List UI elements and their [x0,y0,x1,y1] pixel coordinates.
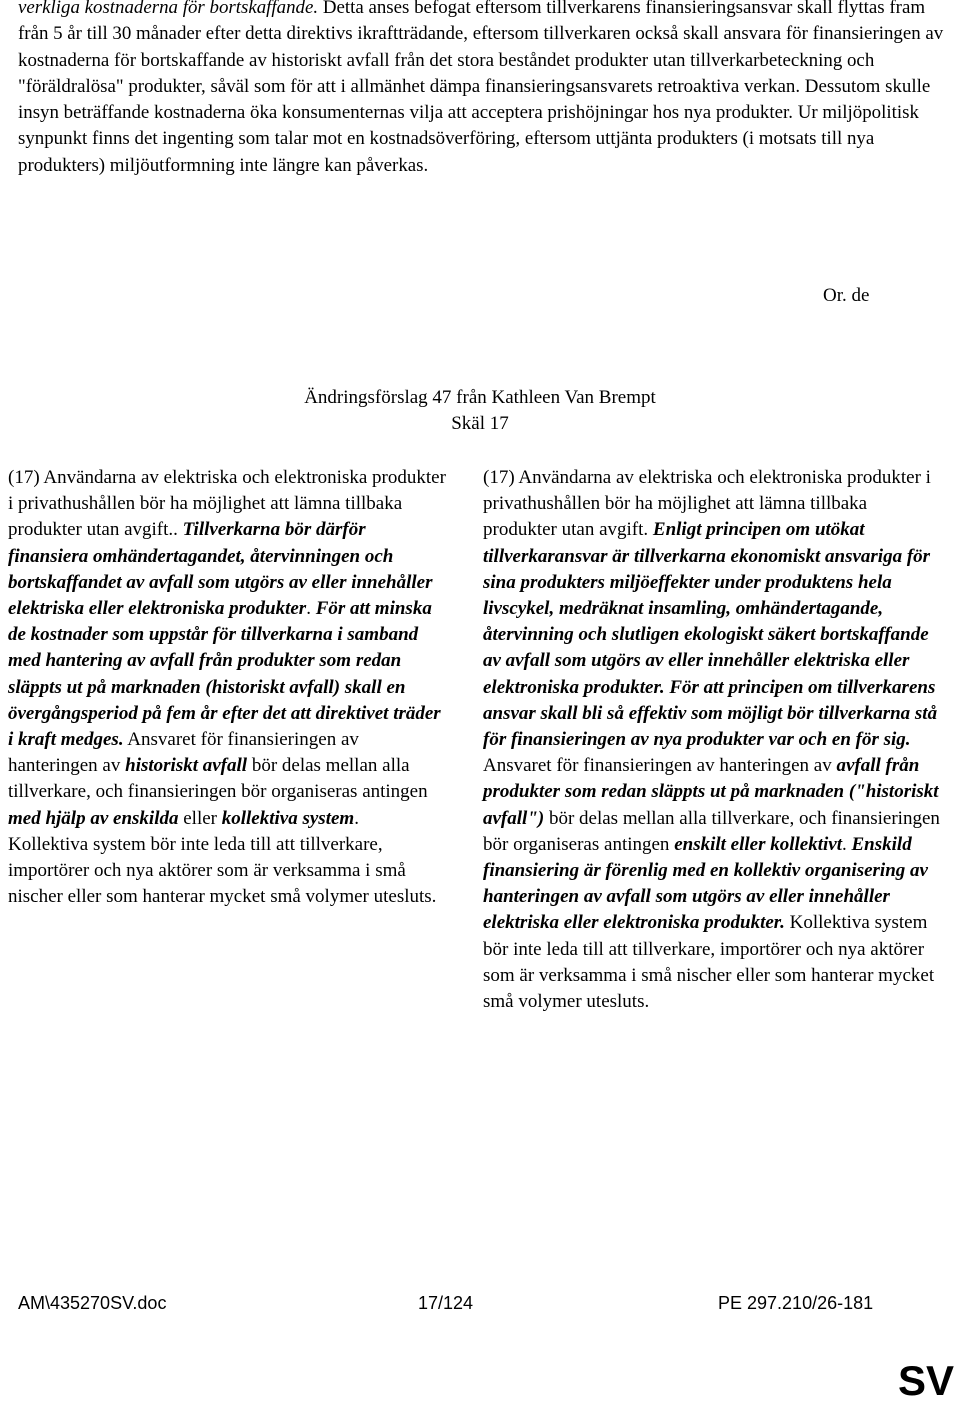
left-text-2: . [306,598,316,620]
amendment-heading [0,385,960,437]
original-text-column [8,465,448,910]
left-text-7: Kollektiva system bör inte leda till att tillverkare, importörer och nya aktörer som är verksamma i små nischer eller som hanterar mycket små volymer utesluts. [8,833,437,908]
left-emphasis-5: kollektiva system [221,807,355,829]
footer-page-number: 17/124 [418,1293,474,1313]
intro-paragraph [18,0,948,179]
intro-fragment: verkliga kostnaderna för bortskaffande. [18,0,323,18]
amended-text-column [483,465,943,1015]
left-text-5: eller [178,807,222,829]
right-emphasis-1: Enligt principen om utökat tillverkaransvar är tillverkarna ekonomiskt ansvariga för sina produkters miljöeffekter under produktens hela livscykel, medräknat insamling, omhändertagande, återvinning och slutligen ekologiskt säkert bortskaffande av avfall som utgörs av eller innehåller elektriska eller elektroniska produkter. [483,519,931,698]
right-emphasis-5: Enskild finansiering är förenlig med en kollektiv organisering av hanteringen av avfall som utgörs av eller innehåller elektriska eller elektroniska produkter. [483,833,928,934]
amendment-title: Ändringsförslag 47 från Kathleen Van Brempt [304,387,656,408]
right-text-1: (17) Användarna av elektriska och elektroniska produkter i privathushållen bör ha möjlighet att lämna tillbaka produkter utan avgift. [483,467,931,541]
right-text-3: Ansvaret för finansieringen av hanteringen av [483,755,837,777]
right-text-5: . [842,833,852,855]
right-text-6: Kollektiva system bör inte leda till att tillverkare, importörer och nya aktörer som är verksamma i små nischer eller som hanterar mycket små volymer utesluts. [483,912,935,1013]
right-text-4: bör delas mellan alla tillverkare, och finansieringen bör organiseras antingen [483,807,940,855]
original-language-note: Or. de [823,285,870,306]
language-code: SV [898,1357,955,1404]
left-text-3: Ansvaret för finansieringen av hanteringen av [8,729,359,777]
intro-body: Detta anses befogat eftersom tillverkarens finansieringsansvar skall flyttas fram från 5 år till 30 månader efter detta direktivs ikraftträdande, eftersom tillverkaren också skall ansvara för finansieringen av kostnaderna för bortskaffande av historiskt avfall från det stora beståndet produkter utan tillverkarbeteckning och "föräldralösa" produkter, såväl som för att i allmänhet dämpa finansieringsansvarets retroaktiva verkan. Dessutom skulle insyn beträffande kostnaderna öka konsumenternas vilja att acceptera prishöjningar hos nya produkter. Ur miljöpolitisk synpunkt finns det ingenting som talar mot en kostnadsöverföring, eftersom uttjänta produkters (i motsats till nya produkters) miljöutformning inte längre kan påverkas. [18,0,944,176]
footer-doc-ref: AM\435270SV.doc [18,1293,167,1313]
left-text-4: bör delas mellan alla tillverkare, och finansieringen bör organiseras antingen [8,755,428,803]
left-text-6: . [354,807,359,829]
left-text-1: (17) Användarna av elektriska och elektroniska produkter i privathushållen bör ha möjlighet att lämna tillbaka produkter utan avgift.. [8,467,446,541]
right-emphasis-4: enskilt eller kollektivt [674,833,842,855]
footer-pe-ref: PE 297.210/26-181 [718,1293,874,1313]
left-emphasis-3: historiskt avfall [125,755,248,777]
left-emphasis-4: med hjälp av enskilda [8,807,179,829]
right-emphasis-3: avfall från produkter som redan släppts ut på marknaden ("historiskt avfall") [483,755,939,829]
right-emphasis-2: För att principen om tillverkarens ansvar skall bli så effektiv som möjligt bör tillverkarna stå för finansieringen av nya produkter var och en för sig. [483,676,938,751]
left-emphasis-1: Tillverkarna bör därför finansiera omhändertagandet, återvinningen och bortskaffandet av avfall som utgörs av eller innehåller elektriska eller elektroniska produkter [8,519,433,620]
left-emphasis-2: För att minska de kostnader som uppstår för tillverkarna i samband med hantering av avfall från produkter som redan släppts ut på marknaden (historiskt avfall) skall en övergångsperiod på fem år efter det att direktivet träder i kraft medges. [8,598,441,751]
amendment-subtitle: Skäl 17 [451,413,509,434]
